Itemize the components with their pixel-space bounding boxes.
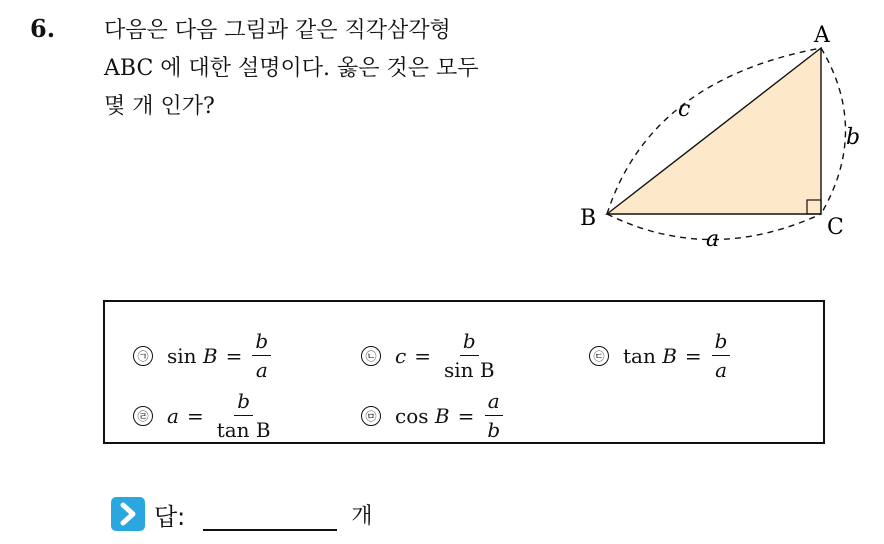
- denominator: b: [487, 418, 501, 442]
- denominator: sin B: [443, 358, 495, 382]
- answer-blank[interactable]: [203, 497, 337, 531]
- choice-var: B: [434, 403, 450, 428]
- fraction: [712, 330, 731, 381]
- choice-var: c: [395, 343, 407, 368]
- question-line: 몇 개 인가?: [104, 94, 215, 119]
- choice-marker: ㉤: [361, 406, 381, 426]
- choice-2: [361, 330, 500, 381]
- right-triangle-figure: [570, 20, 870, 260]
- choices-box: [103, 300, 825, 444]
- numerator: b: [460, 330, 479, 356]
- choice-1: [133, 330, 273, 381]
- vertex-label-a: A: [814, 23, 830, 48]
- choice-func: sin: [167, 343, 197, 368]
- choice-var: a: [167, 403, 179, 428]
- question-text: [104, 12, 554, 126]
- fraction: [214, 390, 274, 441]
- choice-func: tan: [623, 343, 656, 368]
- question-line: 다음은 다음 그림과 같은 직각삼각형: [104, 18, 451, 43]
- fraction: [484, 390, 503, 441]
- denominator: a: [715, 358, 728, 382]
- side-label-a: a: [706, 227, 720, 252]
- choice-marker: ㉡: [361, 346, 381, 366]
- fraction: [252, 330, 271, 381]
- choice-5: [361, 390, 505, 441]
- denominator: a: [255, 358, 268, 382]
- numerator: b: [712, 330, 731, 356]
- choice-4: [133, 390, 276, 441]
- equals-sign: =: [186, 403, 204, 428]
- numerator: b: [234, 390, 253, 416]
- vertex-label-b: B: [580, 206, 597, 231]
- choice-marker: ㉠: [133, 346, 153, 366]
- answer-unit: 개: [351, 503, 373, 529]
- answer-label: 답:: [154, 502, 186, 531]
- choice-3: [589, 330, 732, 381]
- side-label-b: b: [846, 125, 861, 150]
- answer-row: [110, 496, 373, 532]
- chevron-right-icon: [110, 496, 146, 532]
- question-number: 6.: [30, 14, 56, 43]
- vertex-label-c: C: [827, 215, 844, 240]
- denominator: tan B: [216, 418, 271, 442]
- equals-sign: =: [684, 343, 702, 368]
- choice-var: B: [662, 343, 677, 368]
- question-line: ABC 에 대한 설명이다. 옳은 것은 모두: [104, 56, 479, 81]
- fraction: [441, 330, 498, 381]
- equals-sign: =: [457, 403, 475, 428]
- numerator: a: [485, 390, 503, 416]
- numerator: b: [252, 330, 271, 356]
- equals-sign: =: [225, 343, 243, 368]
- choice-marker: ㉢: [589, 346, 609, 366]
- side-label-c: c: [678, 97, 691, 122]
- triangle-shape: [607, 48, 821, 214]
- choice-marker: ㉣: [133, 406, 153, 426]
- choice-var: B: [202, 343, 218, 368]
- equals-sign: =: [414, 343, 431, 368]
- arc-b: [821, 48, 846, 214]
- choice-func: cos: [395, 403, 429, 428]
